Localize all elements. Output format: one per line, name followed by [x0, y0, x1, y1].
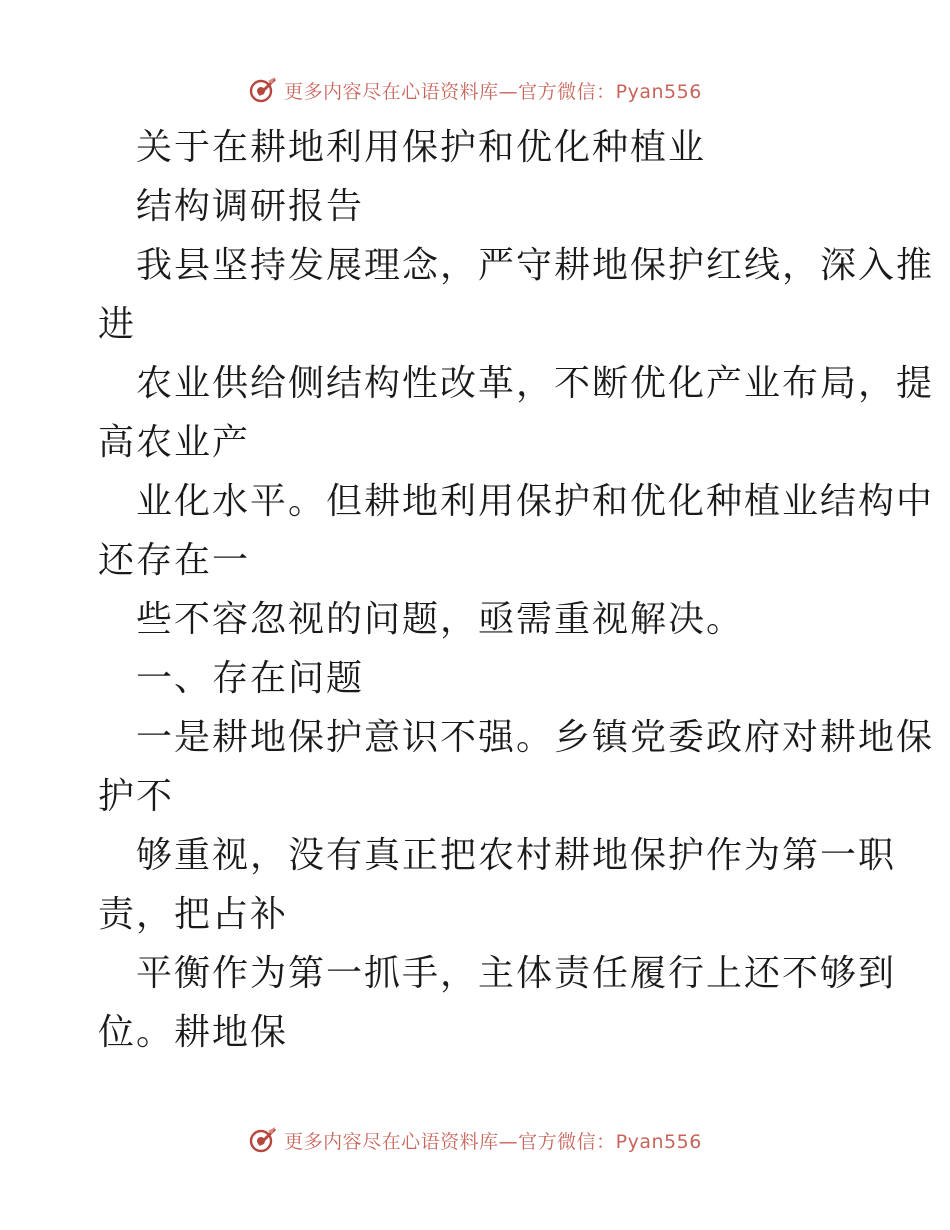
- watermark-id: Pyan556: [615, 1130, 702, 1153]
- text-line: 农业供给侧结构性改革，不断优化产业布局，提: [136, 363, 935, 404]
- text-line: 业化水平。但耕地利用保护和优化种植业结构中: [136, 481, 935, 522]
- document-body: [98, 118, 935, 1062]
- text-line: 关于在耕地利用保护和优化种植业: [136, 127, 707, 168]
- text-line: 够重视，没有真正把农村耕地保护作为第一职: [136, 835, 897, 876]
- text-line: 护不: [98, 776, 175, 817]
- text-line: 还存在一: [98, 540, 251, 581]
- text-line: 高农业产: [98, 422, 251, 463]
- quill-pen-logo-icon: [248, 75, 278, 105]
- watermark-footer: [0, 1120, 950, 1160]
- text-line: 一是耕地保护意识不强。乡镇党委政府对耕地保: [136, 717, 935, 758]
- watermark-text: 更多内容尽在心语资料库—官方微信：: [284, 1130, 616, 1153]
- text-line: 一、存在问题: [136, 658, 365, 699]
- watermark-text: 更多内容尽在心语资料库—官方微信：: [284, 80, 616, 103]
- text-line: 些不容忽视的问题，亟需重视解决。: [136, 599, 745, 640]
- text-line: 我县坚持发展理念，严守耕地保护红线，深入推: [136, 245, 935, 286]
- watermark-id: Pyan556: [615, 80, 702, 103]
- text-line: 责，把占补: [98, 894, 289, 935]
- text-line: 结构调研报告: [136, 186, 365, 227]
- quill-pen-logo-icon: [248, 1125, 278, 1155]
- text-line: 位。耕地保: [98, 1012, 289, 1053]
- text-line: 平衡作为第一抓手，主体责任履行上还不够到: [136, 953, 897, 994]
- watermark-header: [0, 70, 950, 110]
- text-line: 进: [98, 304, 137, 345]
